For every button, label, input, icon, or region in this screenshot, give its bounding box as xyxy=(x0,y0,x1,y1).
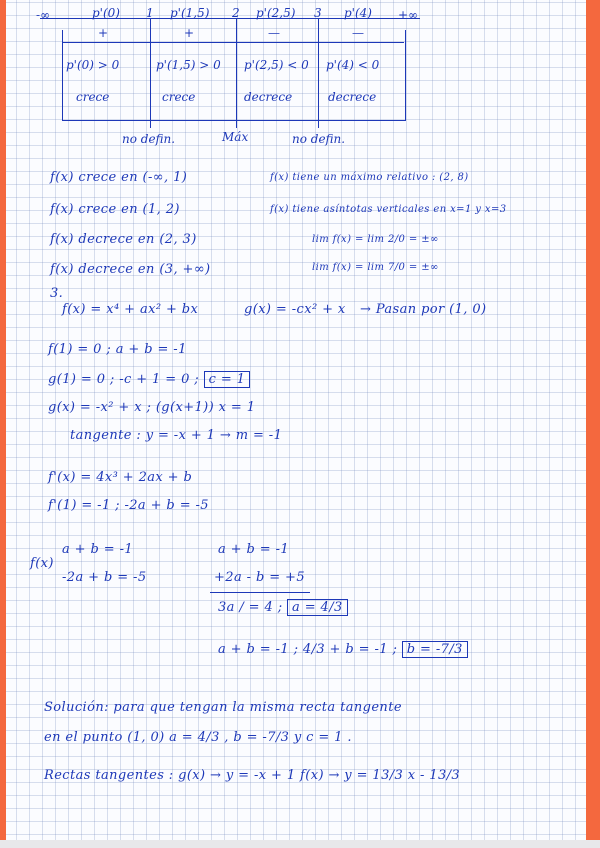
table-header-cell: 3 xyxy=(314,6,322,20)
trend-cell: crece xyxy=(162,90,196,104)
monotonic-line: f(x) crece en (-∞, 1) xyxy=(50,170,188,185)
system-eq xyxy=(218,600,348,615)
maximum-line: f(x) tiene un máximo relativo : (2, 8) xyxy=(270,172,469,183)
equation-line xyxy=(48,372,250,387)
sum-rule xyxy=(210,592,310,593)
equation-text: g(1) = 0 ; -c + 1 = 0 ; xyxy=(48,372,200,387)
table-divider xyxy=(236,18,237,128)
table-header-cell: p'(1,5) xyxy=(170,6,210,20)
system-substitution: a + b = -1 ; 4/3 + b = -1 ; xyxy=(218,642,398,657)
table-row-rule xyxy=(62,42,404,43)
table-header-cell: 1 xyxy=(146,6,154,20)
system-sum: 3a / = 4 ; xyxy=(218,600,283,615)
function-f: f(x) = x⁴ + ax² + bx xyxy=(62,302,199,317)
critical-note: no defin. xyxy=(292,132,346,146)
equation-line: f(1) = 0 ; a + b = -1 xyxy=(48,342,187,357)
result-box-c: c = 1 xyxy=(204,371,251,388)
limit-line: lim f(x) = lim 7/0 = ±∞ xyxy=(312,262,439,273)
table-divider xyxy=(150,18,151,128)
sign-cell: + xyxy=(98,26,109,40)
derivative-cell: p'(4) < 0 xyxy=(326,58,380,72)
system-label: f(x) xyxy=(30,556,54,571)
trend-cell: decrece xyxy=(328,90,377,104)
system-eq: -2a + b = -5 xyxy=(62,570,147,585)
monotonic-line: f(x) decrece en (3, +∞) xyxy=(50,262,211,277)
result-box-b: b = -7/3 xyxy=(402,641,468,658)
critical-note: Máx xyxy=(222,130,249,144)
left-margin-strip xyxy=(0,0,6,848)
limit-line: lim f(x) = lim 2/0 = ±∞ xyxy=(312,234,439,245)
table-outline xyxy=(62,30,406,121)
trend-cell: decrece xyxy=(244,90,293,104)
system-eq: +2a - b = +5 xyxy=(214,570,306,585)
table-header-cell: p'(0) xyxy=(92,6,120,20)
table-header-cell: -∞ xyxy=(36,8,51,22)
trend-cell: crece xyxy=(76,90,110,104)
derivative-cell: p'(1,5) > 0 xyxy=(156,58,221,72)
system-eq: a + b = -1 xyxy=(218,542,290,557)
derivative-line: f'(1) = -1 ; -2a + b = -5 xyxy=(48,498,209,513)
sign-cell: + xyxy=(184,26,195,40)
table-header-cell: p'(4) xyxy=(344,6,372,20)
table-header-cell: +∞ xyxy=(398,8,419,22)
sign-cell: — xyxy=(352,26,364,40)
derivative-cell: p'(0) > 0 xyxy=(66,58,120,72)
tangent-lines-summary: Rectas tangentes : g(x) → y = -x + 1 f(x) → y = 13/3 x - 13/3 xyxy=(44,768,461,783)
result-box-a: a = 4/3 xyxy=(287,599,348,616)
derivative-line: f'(x) = 4x³ + 2ax + b xyxy=(48,470,193,485)
derivative-cell: p'(2,5) < 0 xyxy=(244,58,309,72)
critical-note: no defin. xyxy=(122,132,176,146)
problem-number: 3. xyxy=(50,286,64,301)
right-margin-strip xyxy=(586,0,600,848)
sign-cell: — xyxy=(268,26,280,40)
table-divider xyxy=(318,18,319,128)
function-g: g(x) = -cx² + x xyxy=(244,302,346,317)
page-bottom-edge xyxy=(0,840,600,848)
solution-line: en el punto (1, 0) a = 4/3 , b = -7/3 y c = 1 . xyxy=(44,730,352,745)
point-condition: → Pasan por (1, 0) xyxy=(360,302,487,317)
equation-line: g(x) = -x² + x ; (g(x+1)) x = 1 xyxy=(48,400,256,415)
monotonic-line: f(x) crece en (1, 2) xyxy=(50,202,180,217)
system-eq xyxy=(218,642,468,657)
table-header-cell: 2 xyxy=(232,6,240,20)
asymptote-line: f(x) tiene asíntotas verticales en x=1 y x=3 xyxy=(270,204,507,215)
system-eq: a + b = -1 xyxy=(62,542,134,557)
monotonic-line: f(x) decrece en (2, 3) xyxy=(50,232,197,247)
table-header-cell: p'(2,5) xyxy=(256,6,296,20)
solution-line: Solución: para que tengan la misma recta tangente xyxy=(44,700,402,715)
tangent-line: tangente : y = -x + 1 → m = -1 xyxy=(70,428,283,443)
